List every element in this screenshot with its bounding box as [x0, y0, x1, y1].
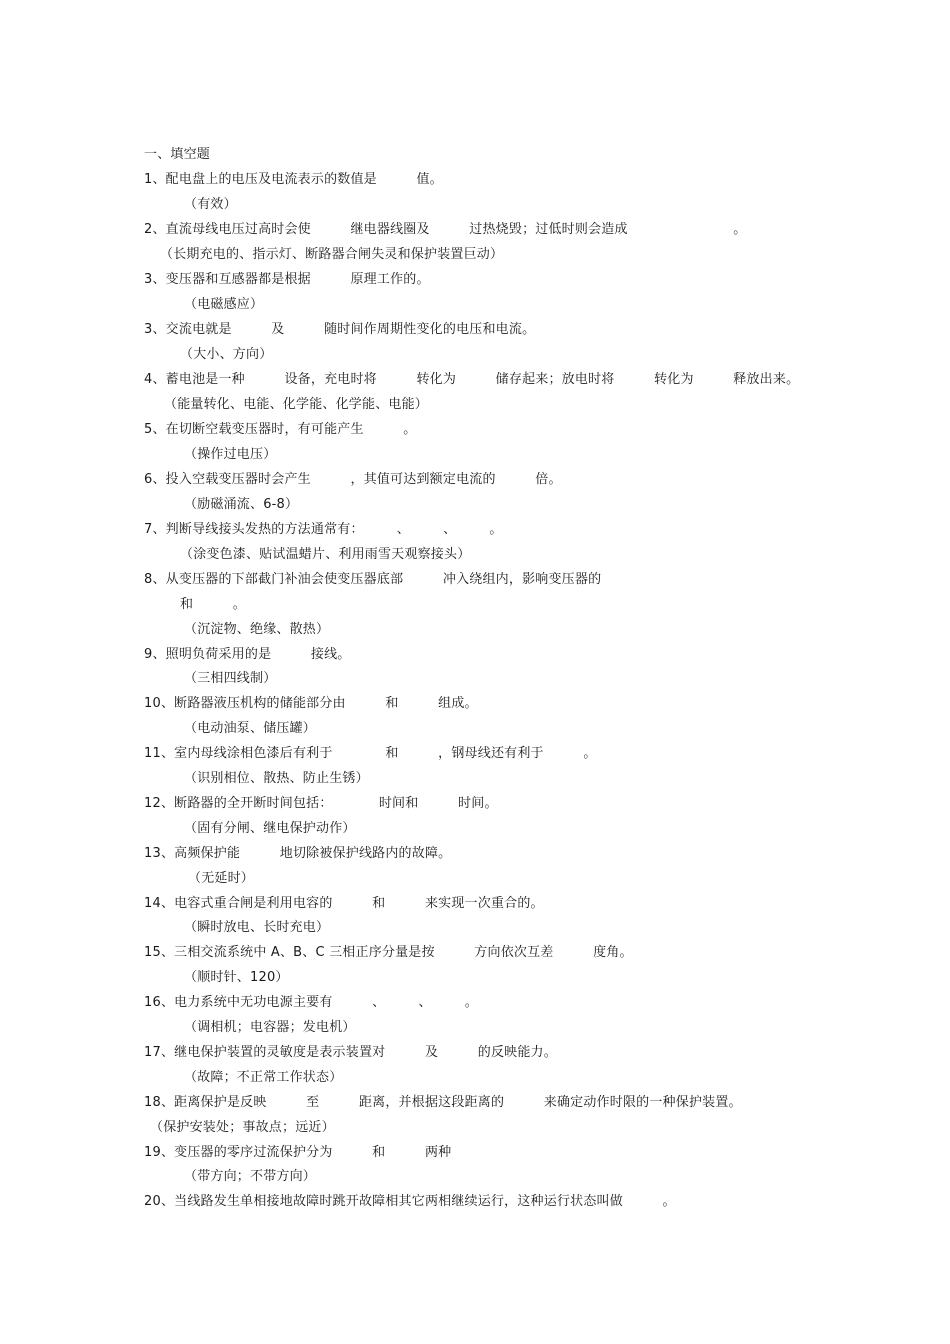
question-text: 2、直流母线电压过高时会使 继电器线圈及 过热烧毁；过低时则会造成 。 — [144, 222, 747, 237]
question-text: 5、在切断空载变压器时，有可能产生 。 — [144, 422, 417, 437]
question-text: 15、三相交流系统中 A、B、C 三相正序分量是按 方向依次互差 度角。 — [144, 945, 633, 960]
answer-text: （保护安装处；事故点；远近） — [150, 1120, 335, 1135]
answer-text: （无延时） — [188, 871, 255, 886]
question-text: 10、断路器液压机构的储能部分由 和 组成。 — [144, 696, 478, 711]
answer-text: （励磁涌流、6-8） — [184, 497, 299, 512]
question-text: 16、电力系统中无功电源主要有 、 、 。 — [144, 995, 478, 1010]
answer-text: （识别相位、散热、防止生锈） — [184, 771, 369, 786]
answer-text: （长期充电的、指示灯、断路器合闸失灵和保护装置巨动） — [160, 247, 504, 262]
answer-text: （瞬时放电、长时充电） — [184, 920, 330, 935]
question-text: 14、电容式重合闸是利用电容的 和 来实现一次重合的。 — [144, 896, 544, 911]
question-text: 7、判断导线接头发热的方法通常有： 、 、 。 — [144, 522, 503, 537]
question-continuation: 和 。 — [180, 597, 247, 612]
question-text: 3、交流电就是 及 随时间作周期性变化的电压和电流。 — [144, 322, 536, 337]
question-text: 3、变压器和互感器都是根据 原理工作的。 — [144, 272, 430, 287]
answer-text: （电动油泵、储压罐） — [184, 721, 317, 736]
answer-text: （调相机；电容器；发电机） — [184, 1020, 356, 1035]
section-title: 一、填空题 — [144, 147, 211, 162]
answer-text: （顺时针、120） — [184, 970, 289, 985]
question-text: 18、距离保护是反映 至 距离，并根据这段距离的 来确定动作时限的一种保护装置。 — [144, 1095, 742, 1110]
answer-text: （带方向；不带方向） — [184, 1169, 317, 1184]
question-text: 17、继电保护装置的灵敏度是表示装置对 及 的反映能力。 — [144, 1045, 557, 1060]
answer-text: （有效） — [184, 197, 237, 212]
question-text: 11、室内母线涂相色漆后有利于 和 ，钢母线还有利于 。 — [144, 746, 597, 761]
question-text: 6、投入空载变压器时会产生 ，其值可达到额定电流的 倍。 — [144, 472, 562, 487]
question-text: 4、蓄电池是一种 设备，充电时将 转化为 储存起来；放电时将 转化为 释放出来。 — [144, 372, 800, 387]
question-text: 20、当线路发生单相接地故障时跳开故障相其它两相继续运行，这种运行状态叫做 。 — [144, 1194, 676, 1209]
answer-text: （沉淀物、绝缘、散热） — [184, 622, 330, 637]
question-text: 19、变压器的零序过流保护分为 和 两种 — [144, 1145, 452, 1160]
question-text: 12、断路器的全开断时间包括： 时间和 时间。 — [144, 796, 498, 811]
answer-text: （故障；不正常工作状态） — [184, 1070, 343, 1085]
answer-text: （三相四线制） — [184, 671, 277, 686]
answer-text: （电磁感应） — [184, 297, 264, 312]
answer-text: （固有分闸、继电保护动作） — [184, 821, 356, 836]
answer-text: （大小、方向） — [180, 347, 273, 362]
question-text: 9、照明负荷采用的是 接线。 — [144, 647, 351, 662]
question-text: 8、从变压器的下部截门补油会使变压器底部 冲入绕组内，影响变压器的 — [144, 572, 602, 587]
answer-text: （操作过电压） — [184, 447, 277, 462]
question-text: 13、高频保护能 地切除被保护线路内的故障。 — [144, 846, 452, 861]
answer-text: （能量转化、电能、化学能、化学能、电能） — [164, 397, 429, 412]
question-text: 1、配电盘上的电压及电流表示的数值是 值。 — [144, 172, 443, 187]
answer-text: （涂变色漆、贴试温蜡片、利用雨雪天观察接头） — [180, 547, 471, 562]
